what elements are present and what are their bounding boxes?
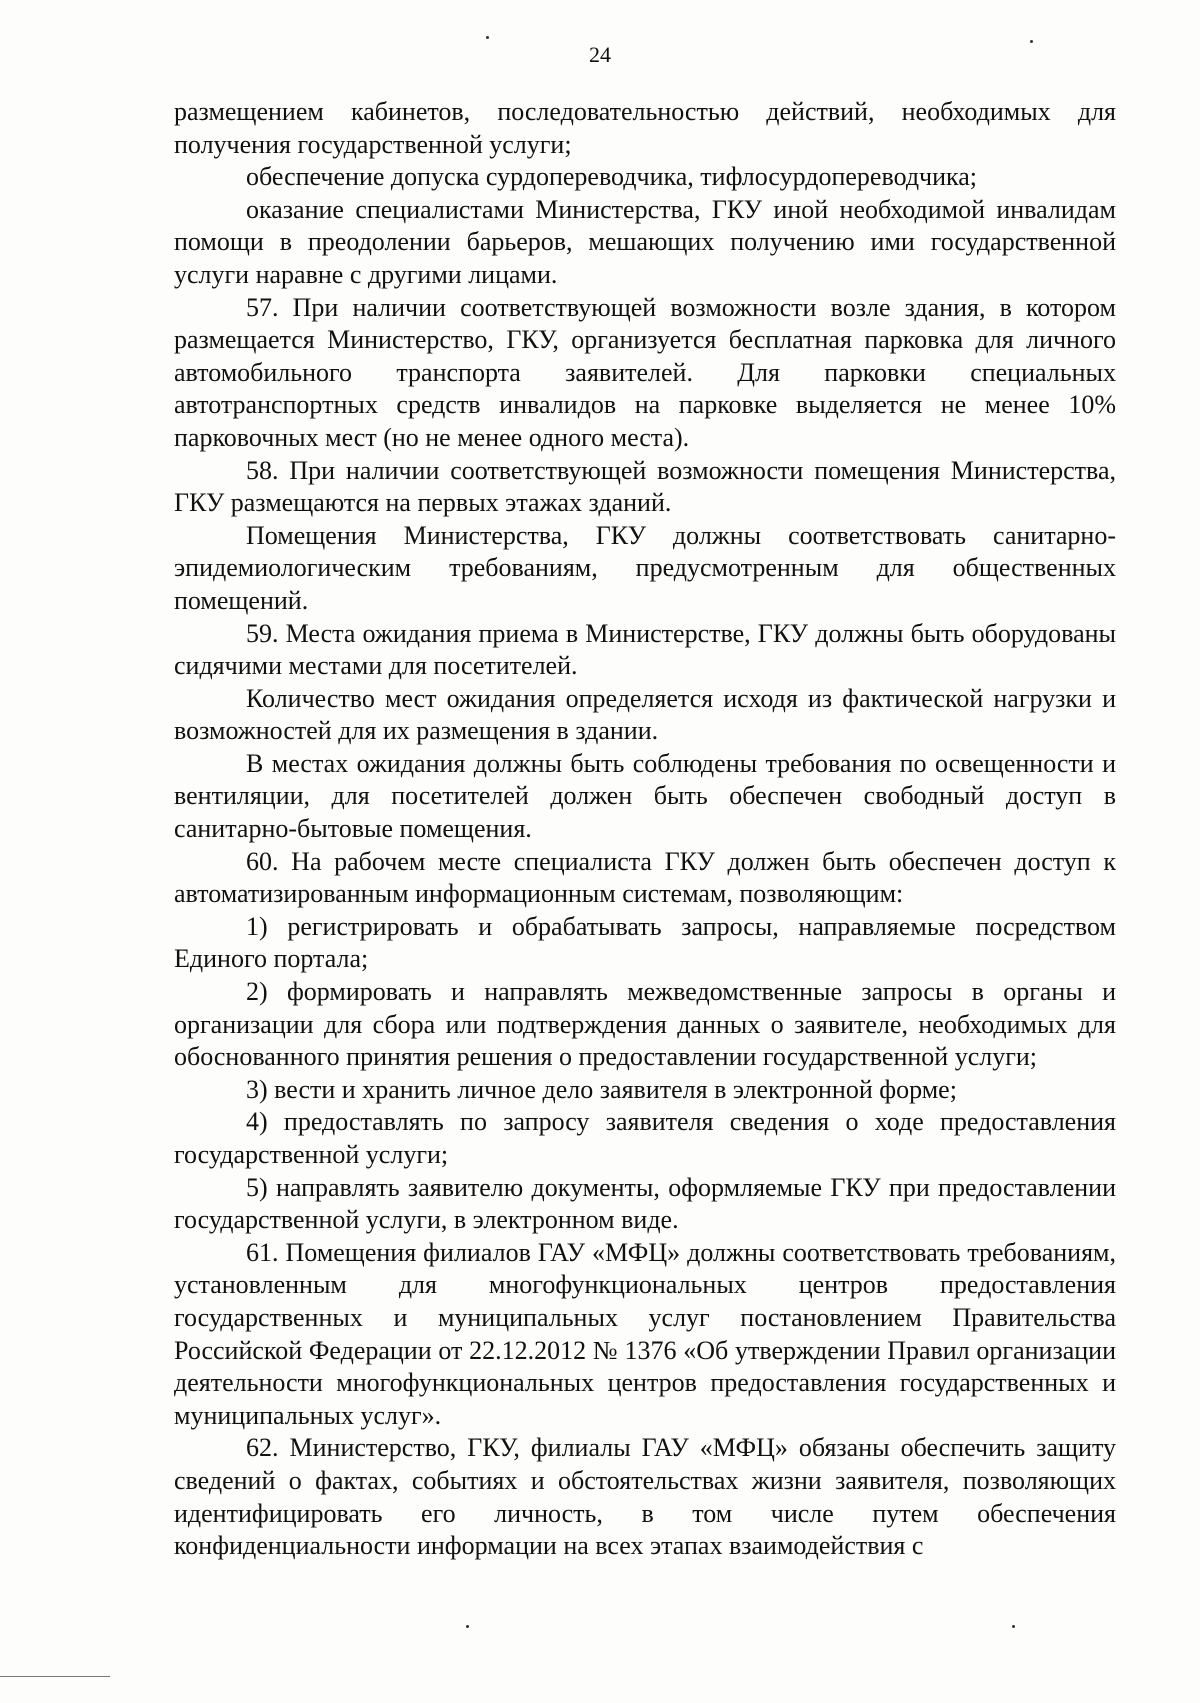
- list-item: 5) направлять заявителю документы, оформляемые ГКУ при предоставлении государственной услуги, в электронном виде.: [174, 1172, 1116, 1235]
- list-item: 2) формировать и направлять межведомственные запросы в органы и организации для сбора или подтверждения данных о заявителе, необходимых для обоснованного принятия решения о предоставлении государственной услуги;: [174, 977, 1116, 1072]
- paragraph-item-62: 62. Министерство, ГКУ, филиалы ГАУ «МФЦ» обязаны обеспечить защиту сведений о фактах, событиях и обстоятельствах жизни заявителя, позволяющих идентифицировать его личность, в том числе путем обеспечения конфиденциальности информации на всех этапах взаимодействия с: [174, 1433, 1116, 1561]
- scan-speck: [1030, 40, 1033, 43]
- scan-speck: [466, 1625, 469, 1628]
- paragraph-item-58: 58. При наличии соответствующей возможности помещения Министерства, ГКУ размещаются на первых этажах зданий.: [174, 455, 1116, 518]
- paragraph-item-57: 57. При наличии соответствующей возможности возле здания, в котором размещается Министерство, ГКУ, организуется бесплатная парковка для личного автомобильного транспорта заявителей. Для парковки специальных автотранспортных средств инвалидов на парковке выделяется не менее 10% парковочных мест (но не менее одного места).: [174, 292, 1116, 452]
- paragraph-item-59: 59. Места ожидания приема в Министерстве, ГКУ должны быть оборудованы сидячими местами для посетителей.: [174, 618, 1116, 681]
- scan-edge-line: [0, 1676, 110, 1677]
- list-item: 3) вести и хранить личное дело заявителя в электронной форме;: [246, 1074, 957, 1104]
- paragraph: оказание специалистами Министерства, ГКУ иной необходимой инвалидам помощи в преодолении барьеров, мешающих получению ими государственной услуги наравне с другими лицами.: [174, 194, 1116, 289]
- page-number: 24: [589, 42, 611, 67]
- paragraph-item-60: 60. На рабочем месте специалиста ГКУ должен быть обеспечен доступ к автоматизированным информационным системам, позволяющим:: [174, 846, 1116, 909]
- scan-speck: [1012, 1625, 1015, 1628]
- list-item: 1) регистрировать и обрабатывать запросы, направляемые посредством Единого портала;: [174, 911, 1116, 974]
- paragraph: обеспечение допуска сурдопереводчика, тифлосурдопереводчика;: [246, 162, 978, 192]
- paragraph-continuation: размещением кабинетов, последовательностью действий, необходимых для получения государственной услуги;: [174, 97, 1116, 159]
- list-item: 4) предоставлять по запросу заявителя сведения о ходе предоставления государственной услуги;: [174, 1107, 1116, 1169]
- scan-speck: [486, 36, 489, 39]
- paragraph: Помещения Министерства, ГКУ должны соответствовать санитарно-эпидемиологическим требованиям, предусмотренным для общественных помещений.: [174, 520, 1116, 615]
- paragraph: В местах ожидания должны быть соблюдены требования по освещенности и вентиляции, для посетителей должен быть обеспечен свободный доступ в санитарно-бытовые помещения.: [174, 748, 1116, 844]
- paragraph: Количество мест ожидания определяется исходя из фактической нагрузки и возможностей для их размещения в здании.: [174, 683, 1116, 746]
- document-body: [174, 96, 1116, 1563]
- paragraph-item-61: 61. Помещения филиалов ГАУ «МФЦ» должны соответствовать требованиям, установленным для многофункциональных центров предоставления государственных и муниципальных услуг постановлением Правительства Российской Федерации от 22.12.2012 № 1376 «Об утверждении Правил организации деятельности многофункциональных центров предоставления государственных и муниципальных услуг».: [174, 1237, 1116, 1430]
